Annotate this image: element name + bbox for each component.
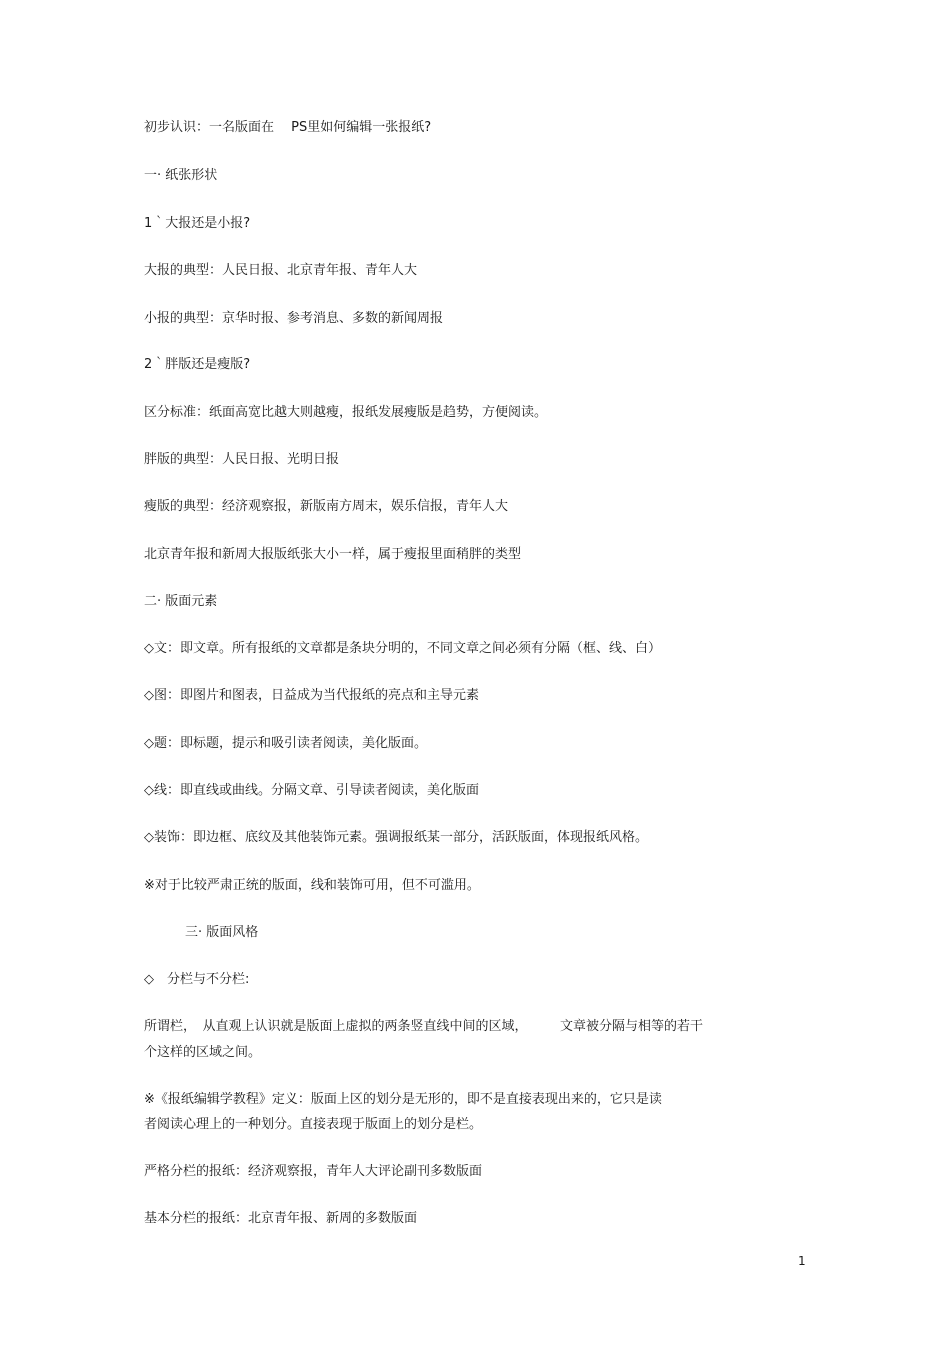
element-image: ◇图：即图片和图表，日益成为当代报纸的亮点和主导元素 bbox=[144, 688, 479, 703]
tabloid-examples: 小报的典型：京华时报、参考消息、多数的新闻周报 bbox=[144, 311, 444, 326]
subheading-broadsheet-tabloid: 1｀大报还是小报? bbox=[144, 216, 251, 231]
paper-size-note: 北京青年报和新周大报版纸张大小一样，属于瘦报里面稍胖的类型 bbox=[144, 547, 522, 562]
textbook-definition-line-1: ※《报纸编辑学教程》定义：版面上区的划分是无形的，即不是直接表现出来的，它只是读 bbox=[144, 1092, 662, 1107]
basic-column-examples: 基本分栏的报纸：北京青年报、新周的多数版面 bbox=[144, 1211, 418, 1226]
textbook-definition-line-2: 者阅读心理上的一种划分。直接表现于版面上的划分是栏。 bbox=[144, 1117, 483, 1132]
section-heading-layout-style: 三· 版面风格 bbox=[185, 925, 259, 940]
column-definition-line-1: 所谓栏， 从直观上认识就是版面上虚拟的两条竖直线中间的区域， 文章被分隔与相等的若干 bbox=[144, 1019, 704, 1034]
strict-column-examples: 严格分栏的报纸：经济观察报，青年人大评论副刊多数版面 bbox=[144, 1164, 483, 1179]
section-heading-paper-shape: 一· 纸张形状 bbox=[144, 168, 218, 183]
section-heading-layout-elements: 二· 版面元素 bbox=[144, 594, 218, 609]
element-decoration: ◇装饰：即边框、底纹及其他装饰元素。强调报纸某一部分，活跃版面，体现报纸风格。 bbox=[144, 830, 648, 845]
column-subheading: ◇ 分栏与不分栏: bbox=[144, 972, 250, 987]
wide-format-examples: 胖版的典型：人民日报、光明日报 bbox=[144, 452, 340, 467]
subheading-wide-narrow: 2｀胖版还是瘦版? bbox=[144, 357, 251, 372]
element-line: ◇线：即直线或曲线。分隔文章、引导读者阅读，美化版面 bbox=[144, 783, 479, 798]
element-title: ◇题：即标题，提示和吸引读者阅读，美化版面。 bbox=[144, 736, 427, 751]
page-number: 1 bbox=[798, 1254, 806, 1268]
element-text: ◇文：即文章。所有报纸的文章都是条块分明的，不同文章之间必须有分隔（框、线、白） bbox=[144, 641, 661, 656]
distinction-criteria: 区分标准：纸面高宽比越大则越瘦，报纸发展瘦版是趋势，方便阅读。 bbox=[144, 405, 548, 420]
intro-line: 初步认识：一名版面在 PS里如何编辑一张报纸? bbox=[144, 120, 432, 135]
column-definition-line-2: 个这样的区域之间。 bbox=[144, 1045, 262, 1060]
narrow-format-examples: 瘦版的典型：经济观察报，新版南方周末，娱乐信报，青年人大 bbox=[144, 499, 509, 514]
broadsheet-examples: 大报的典型：人民日报、北京青年报、青年人大 bbox=[144, 263, 418, 278]
usage-note: ※对于比较严肃正统的版面，线和装饰可用，但不可滥用。 bbox=[144, 878, 480, 893]
